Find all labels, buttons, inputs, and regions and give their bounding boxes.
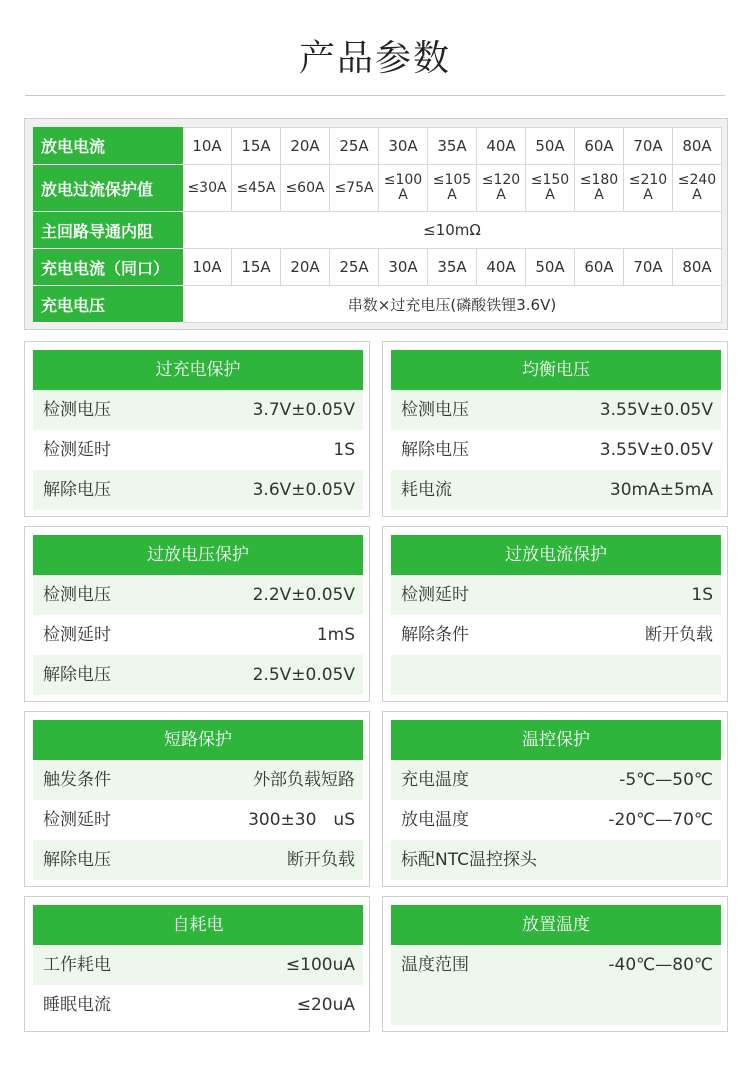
spec-row-label: 充电电流（同口） (34, 249, 183, 286)
row-value: 3.6V±0.05V (252, 480, 355, 500)
card-balance-voltage (382, 341, 728, 517)
spec-cell: 30A (379, 128, 428, 165)
spec-cell: ≤210 A (624, 164, 673, 212)
spec-cell: ≤120 A (477, 164, 526, 212)
spec-row-discharge-current (34, 128, 722, 165)
row-value: -5℃—50℃ (619, 770, 713, 790)
row-key: 检测电压 (401, 400, 469, 420)
row-key: 触发条件 (43, 770, 111, 790)
row-value: 3.7V±0.05V (252, 400, 355, 420)
card-row (33, 760, 363, 800)
card-row (33, 985, 363, 1025)
card-overcharge-protection (24, 341, 370, 517)
row-key: 耗电流 (401, 480, 452, 500)
card-storage-temperature (382, 896, 728, 1032)
row-key: 标配NTC温控探头 (401, 850, 537, 870)
spec-row-resistance (34, 212, 722, 249)
card-title: 自耗电 (33, 905, 363, 945)
spec-cell: 25A (330, 128, 379, 165)
row-value: 2.5V±0.05V (252, 665, 355, 685)
spec-cell: ≤150 A (526, 164, 575, 212)
card-row (33, 840, 363, 880)
row-value: 1S (691, 585, 713, 605)
spec-cell: 35A (428, 249, 477, 286)
row-key: 解除电压 (43, 665, 111, 685)
card-title: 均衡电压 (391, 350, 721, 390)
row-value: 2.2V±0.05V (252, 585, 355, 605)
row-key: 检测延时 (43, 625, 111, 645)
spec-cell: 60A (575, 249, 624, 286)
card-title: 过放电流保护 (391, 535, 721, 575)
spec-cell: ≤100 A (379, 164, 428, 212)
card-overdischarge-voltage (24, 526, 370, 702)
card-row (391, 430, 721, 470)
card-row (33, 945, 363, 985)
spec-cell: ≤60A (281, 164, 330, 212)
row-value: -40℃—80℃ (608, 955, 713, 975)
spec-cell: ≤75A (330, 164, 379, 212)
card-row (33, 615, 363, 655)
row-key: 解除电压 (43, 480, 111, 500)
spec-cell: 30A (379, 249, 428, 286)
spec-cell: 10A (183, 249, 232, 286)
card-row (391, 760, 721, 800)
spec-cell: 50A (526, 249, 575, 286)
card-title: 过放电压保护 (33, 535, 363, 575)
card-self-consumption (24, 896, 370, 1032)
spec-cell: ≤30A (183, 164, 232, 212)
spec-cell: 40A (477, 128, 526, 165)
row-key: 解除电压 (401, 440, 469, 460)
card-title: 短路保护 (33, 720, 363, 760)
spec-cell: 20A (281, 249, 330, 286)
row-value: 1mS (316, 625, 355, 645)
row-key: 放电温度 (401, 810, 469, 830)
row-value: 1S (333, 440, 355, 460)
card-overdischarge-current (382, 526, 728, 702)
spec-row-label: 放电电流 (34, 128, 183, 165)
spec-cell: ≤10mΩ (183, 212, 722, 249)
card-row (33, 575, 363, 615)
row-key: 检测电压 (43, 400, 111, 420)
card-row (391, 470, 721, 510)
card-title: 放置温度 (391, 905, 721, 945)
card-row (391, 575, 721, 615)
spec-cell: 25A (330, 249, 379, 286)
spec-cell: 70A (624, 128, 673, 165)
spec-table (33, 127, 722, 323)
row-key: 检测延时 (43, 440, 111, 460)
spec-cell: 10A (183, 128, 232, 165)
card-row (33, 800, 363, 840)
row-key: 充电温度 (401, 770, 469, 790)
spec-cell: 80A (673, 249, 722, 286)
spec-cell: 20A (281, 128, 330, 165)
card-temperature-protection (382, 711, 728, 887)
spec-cell: 串数×过充电压(磷酸铁锂3.6V) (183, 286, 722, 323)
card-row (33, 655, 363, 695)
row-key: 检测延时 (401, 585, 469, 605)
spec-cell: 15A (232, 249, 281, 286)
spec-row-label: 放电过流保护值 (34, 164, 183, 212)
row-value: 30mA±5mA (609, 480, 713, 500)
row-value: -20℃—70℃ (608, 810, 713, 830)
card-row (33, 390, 363, 430)
card-row (391, 945, 721, 985)
spec-cell: 15A (232, 128, 281, 165)
card-row (391, 840, 721, 880)
spec-cell: ≤180 A (575, 164, 624, 212)
row-value: 断开负载 (645, 625, 713, 645)
card-title: 温控保护 (391, 720, 721, 760)
card-short-circuit-protection (24, 711, 370, 887)
spec-row-charge-voltage (34, 286, 722, 323)
row-value: 断开负载 (287, 850, 355, 870)
spec-table-panel (24, 118, 728, 330)
row-key: 解除条件 (401, 625, 469, 645)
spec-cell: 70A (624, 249, 673, 286)
spec-row-charge-current (34, 249, 722, 286)
title-divider (25, 95, 725, 96)
card-row (33, 470, 363, 510)
spec-cell: ≤105 A (428, 164, 477, 212)
spec-cell: 80A (673, 128, 722, 165)
card-row (391, 615, 721, 655)
row-value: 3.55V±0.05V (599, 400, 713, 420)
spec-cell: 35A (428, 128, 477, 165)
spec-row-overcurrent (34, 164, 722, 212)
card-row (391, 985, 721, 1025)
page-title: 产品参数 (298, 38, 451, 79)
spec-cell: 60A (575, 128, 624, 165)
spec-cell: 40A (477, 249, 526, 286)
card-title: 过充电保护 (33, 350, 363, 390)
card-row (391, 390, 721, 430)
row-value: 300±30 uS (248, 810, 355, 830)
card-row (33, 430, 363, 470)
row-key: 检测电压 (43, 585, 111, 605)
card-row (391, 800, 721, 840)
spec-row-label: 充电电压 (34, 286, 183, 323)
row-value: ≤100uA (285, 955, 355, 975)
spec-cell: ≤45A (232, 164, 281, 212)
row-key: 睡眠电流 (43, 995, 111, 1015)
row-value: 外部负载短路 (253, 770, 355, 790)
row-key: 解除电压 (43, 850, 111, 870)
spec-cell: 50A (526, 128, 575, 165)
spec-row-label: 主回路导通内阻 (34, 212, 183, 249)
row-value: 3.55V±0.05V (599, 440, 713, 460)
row-key: 工作耗电 (43, 955, 111, 975)
card-row (391, 655, 721, 695)
spec-cell: ≤240 A (673, 164, 722, 212)
row-value: ≤20uA (296, 995, 355, 1015)
row-key: 温度范围 (401, 955, 469, 975)
row-key: 检测延时 (43, 810, 111, 830)
